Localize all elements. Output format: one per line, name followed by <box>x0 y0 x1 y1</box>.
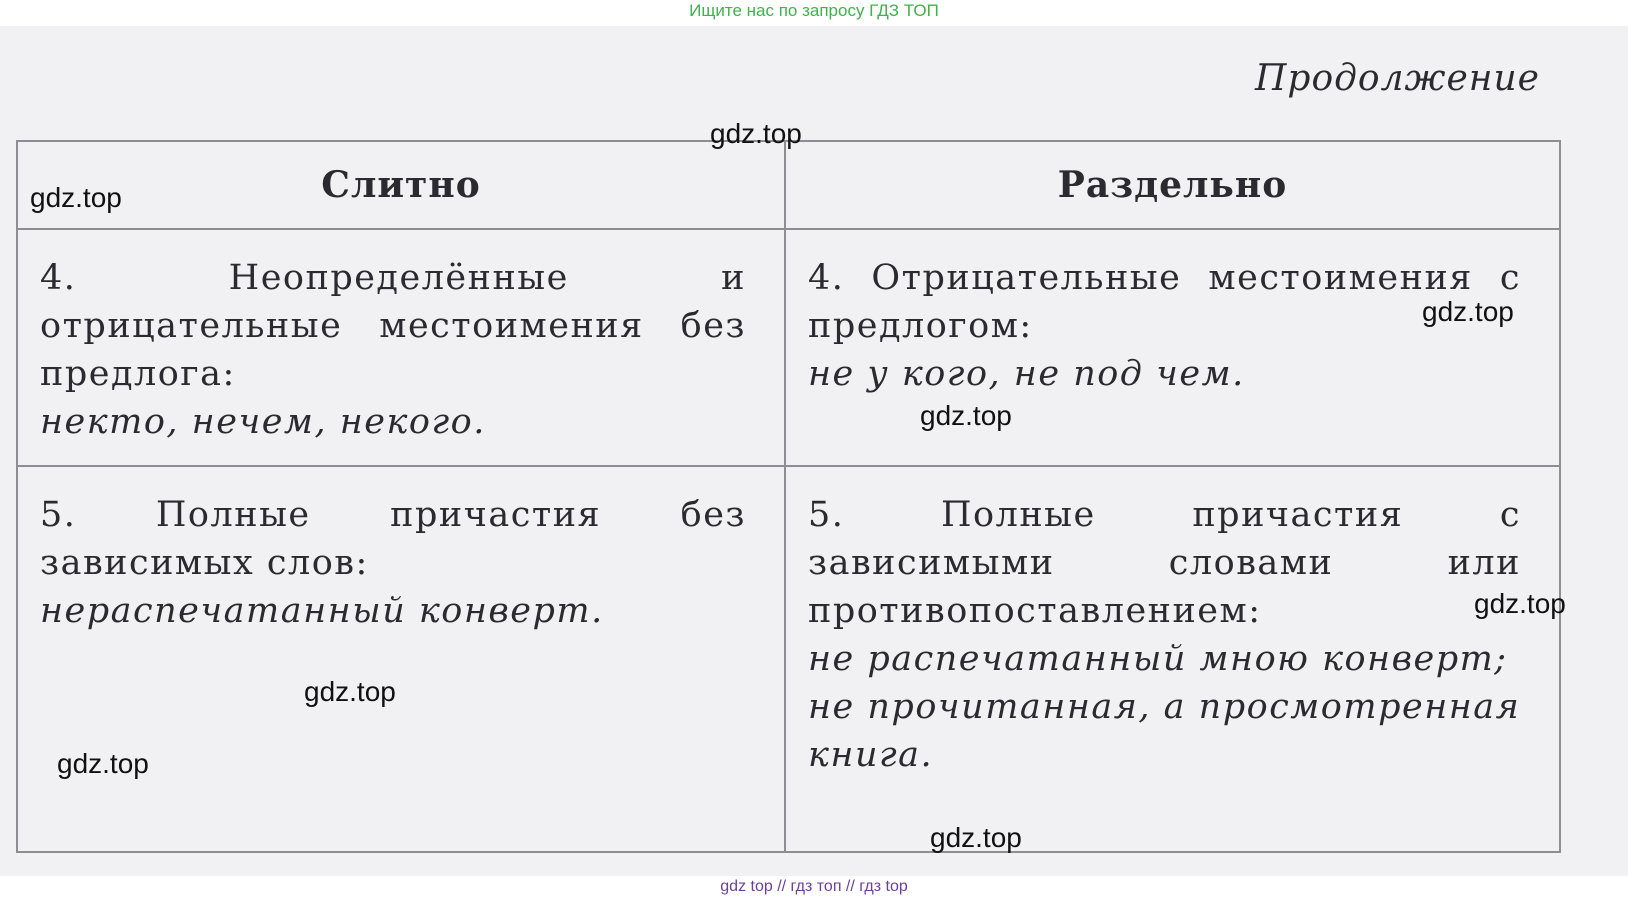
cell-separate-rule-4 <box>785 229 1560 466</box>
spelling-rules-table <box>16 140 1561 853</box>
header-separate: Раздельно <box>785 141 1560 229</box>
search-hint-banner: Ищите нас по запросу ГДЗ ТОП <box>689 1 939 20</box>
rule-text: 5. Полные причастия без зависимых слов: <box>40 495 746 583</box>
footer-links: gdz top // гдз топ // гдз top <box>720 878 908 895</box>
rule-example: нераспечатанный конверт. <box>40 591 604 631</box>
rule-text: 4. Неопределённые и отрицательные местоимения без предлога: <box>40 258 746 394</box>
watermark: gdz.top <box>1474 588 1566 619</box>
table-row <box>17 229 1560 466</box>
cell-together-rule-5 <box>17 466 785 852</box>
rule-example: не распечатанный мною конверт; <box>808 639 1508 679</box>
watermark: gdz.top <box>920 400 1012 431</box>
watermark: gdz.top <box>30 182 122 213</box>
cell-separate-rule-5 <box>785 466 1560 852</box>
header-together: Слитно <box>17 141 785 229</box>
rule-text: 4. Отрицательные местоимения с предлогом: <box>808 258 1521 346</box>
watermark: gdz.top <box>304 676 396 707</box>
watermark: gdz.top <box>710 118 802 149</box>
rule-example: не у кого, не под чем. <box>808 354 1245 394</box>
continuation-label: Продолжение <box>1255 58 1540 99</box>
watermark: gdz.top <box>930 822 1022 853</box>
cell-together-rule-4 <box>17 229 785 466</box>
rule-example: некто, нечем, некого. <box>40 402 486 442</box>
watermark: gdz.top <box>1422 296 1514 327</box>
watermark: gdz.top <box>57 748 149 779</box>
rule-example-2: не прочитанная, а просмотренная книга. <box>808 687 1521 775</box>
table-header-row <box>17 141 1560 229</box>
rule-text: 5. Полные причастия с зависимыми словами или противопоставлением: <box>808 495 1521 631</box>
table-row <box>17 466 1560 852</box>
